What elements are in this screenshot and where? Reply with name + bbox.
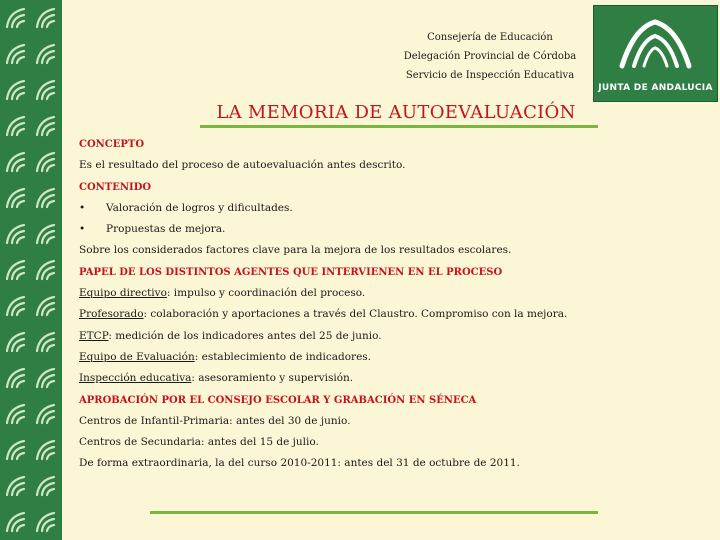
arch-pattern-icon: [34, 438, 58, 466]
agent-description: : medición de los indicadores antes del 25 de junio.: [108, 329, 382, 342]
agent-term: ETCP: [79, 329, 109, 342]
arch-pattern-icon: [34, 366, 58, 394]
sidebar-pattern-row: [0, 108, 62, 144]
arch-pattern-icon: [34, 330, 58, 358]
junta-de-andalucia-logo: [593, 5, 718, 102]
sidebar-pattern-row: [0, 216, 62, 252]
arch-pattern-icon: [4, 330, 28, 358]
agent-description: : impulso y coordinación del proceso.: [166, 287, 366, 300]
arch-pattern-icon: [34, 294, 58, 322]
agent-description: : establecimiento de indicadores.: [194, 350, 372, 363]
arch-pattern-icon: [4, 114, 28, 142]
header-line-2: Delegación Provincial de Córdoba: [403, 51, 577, 62]
header-line-1: Consejería de Educación: [427, 32, 553, 43]
arch-pattern-icon: [4, 6, 28, 34]
contenido-text: Sobre los considerados factores clave para la mejora de los resultados escolares.: [79, 244, 512, 257]
deadline-line: Centros de Infantil-Primaria: antes del 30 de junio.: [79, 414, 351, 427]
sidebar-pattern-row: [0, 0, 62, 36]
agent-description: : colaboración y aportaciones a través del Claustro. Compromiso con la mejora.: [143, 308, 568, 321]
bottom-divider: [150, 511, 598, 514]
sidebar-pattern-row: [0, 144, 62, 180]
agent-description: : asesoramiento y supervisión.: [191, 372, 354, 385]
sidebar-pattern-row: [0, 468, 62, 504]
agent-term: Equipo directivo: [79, 287, 167, 300]
contenido-heading: CONTENIDO: [79, 181, 152, 193]
sidebar-pattern-row: [0, 360, 62, 396]
arch-pattern-icon: [34, 6, 58, 34]
bullet-item: [79, 219, 599, 240]
sidebar-pattern-row: [0, 180, 62, 216]
arch-pattern-icon: [34, 114, 58, 142]
agent-line-equipo-evaluacion: [79, 347, 599, 368]
arch-pattern-icon: [34, 42, 58, 70]
sidebar-pattern-row: [0, 288, 62, 324]
agent-term: Equipo de Evaluación: [79, 350, 195, 363]
sidebar-pattern-row: [0, 504, 62, 540]
arch-pattern-icon: [4, 186, 28, 214]
deadline-line: De forma extraordinaria, la del curso 2010-2011: antes del 31 de octubre de 2011.: [79, 457, 520, 470]
sidebar-pattern-row: [0, 324, 62, 360]
arch-pattern-icon: [4, 294, 28, 322]
concepto-text: Es el resultado del proceso de autoevaluación antes descrito.: [79, 159, 406, 172]
arch-pattern-icon: [34, 78, 58, 106]
arch-pattern-icon: [4, 258, 28, 286]
concepto-heading: CONCEPTO: [79, 139, 145, 150]
agent-line-profesorado: [79, 304, 599, 325]
sidebar-pattern-row: [0, 396, 62, 432]
arch-pattern-icon: [4, 474, 28, 502]
title-divider: [200, 125, 598, 128]
sidebar-pattern-row: [0, 72, 62, 108]
arch-pattern-icon: [4, 222, 28, 250]
arch-pattern-icon: [34, 150, 58, 178]
arch-pattern-icon: [34, 186, 58, 214]
deadline-line: Centros de Secundaria: antes del 15 de julio.: [79, 436, 319, 449]
agent-term: Inspección educativa: [79, 372, 192, 385]
arch-pattern-icon: [34, 258, 58, 286]
sidebar-pattern-row: [0, 432, 62, 468]
bullet-icon: •: [79, 201, 86, 214]
arch-pattern-icon: [4, 42, 28, 70]
papel-heading: PAPEL DE LOS DISTINTOS AGENTES QUE INTERVIENEN EN EL PROCESO: [79, 266, 503, 278]
agent-line-equipo-directivo: [79, 283, 599, 304]
sidebar-pattern-row: [0, 252, 62, 288]
agent-line-inspeccion: [79, 368, 599, 389]
arch-pattern-icon: [4, 150, 28, 178]
arch-pattern-icon: [4, 402, 28, 430]
decorative-sidebar: [0, 0, 62, 540]
aprobacion-heading: APROBACIÓN POR EL CONSEJO ESCOLAR Y GRABACIÓN EN SÉNECA: [79, 394, 477, 406]
arch-pattern-icon: [4, 510, 28, 538]
arch-pattern-icon: [4, 366, 28, 394]
institution-header: [360, 28, 620, 85]
sidebar-pattern-row: [0, 36, 62, 72]
arch-pattern-icon: [34, 402, 58, 430]
document-body: [79, 134, 599, 475]
logo-text: JUNTA DE ANDALUCIA: [598, 83, 713, 93]
header-line-3: Servicio de Inspección Educativa: [405, 70, 575, 81]
arch-pattern-icon: [34, 222, 58, 250]
agent-line-etcp: [79, 326, 599, 347]
agent-term: Profesorado: [79, 308, 144, 321]
arch-pattern-icon: [4, 78, 28, 106]
arch-pattern-icon: [34, 474, 58, 502]
bullet-text: Valoración de logros y dificultades.: [106, 201, 293, 214]
arch-pattern-icon: [34, 510, 58, 538]
bullet-text: Propuestas de mejora.: [106, 223, 226, 236]
bullet-item: [79, 198, 599, 219]
arch-pattern-icon: [4, 438, 28, 466]
bullet-icon: •: [79, 223, 86, 236]
arch-emblem-icon: [594, 6, 717, 76]
page-title: LA MEMORIA DE AUTOEVALUACIÓN: [216, 102, 576, 123]
